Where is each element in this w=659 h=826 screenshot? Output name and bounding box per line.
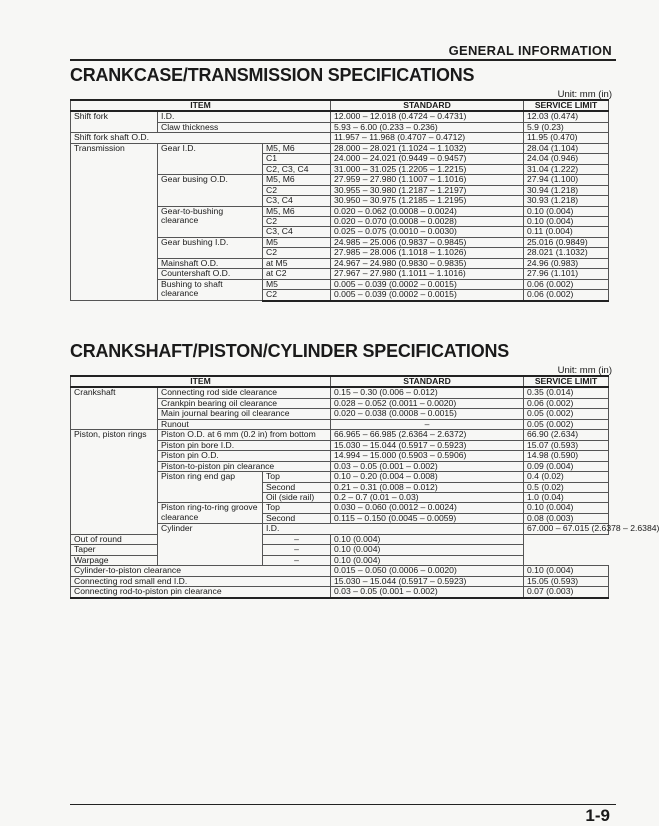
- header-rule: [70, 59, 616, 61]
- limit-value: 0.10 (0.004): [524, 566, 609, 576]
- limit-value: 28.04 (1.104): [524, 143, 609, 153]
- column-header-service-limit: SERVICE LIMIT: [524, 376, 609, 387]
- group-label: Crankshaft: [71, 387, 158, 429]
- item-label: Gear busing O.D.: [158, 175, 263, 206]
- column-header-item: ITEM: [71, 376, 331, 387]
- limit-value: 0.5 (0.02): [524, 482, 609, 492]
- page-header: GENERAL INFORMATION: [448, 43, 612, 58]
- table-row: [71, 576, 609, 586]
- table-row: [71, 143, 609, 153]
- item-label: Out of round: [71, 534, 263, 544]
- column-header-standard: STANDARD: [331, 100, 524, 111]
- limit-value: 0.06 (0.002): [524, 279, 609, 289]
- sub-item-label: C1: [263, 154, 331, 164]
- sub-item-label: Second: [263, 513, 331, 523]
- item-label: Crankpin bearing oil clearance: [158, 398, 331, 408]
- item-label: Bushing to shaft clearance: [158, 279, 263, 300]
- standard-value: 0.028 – 0.052 (0.0011 – 0.0020): [331, 398, 524, 408]
- limit-value: 25.016 (0.9849): [524, 237, 609, 247]
- item-label: Main journal bearing oil clearance: [158, 409, 331, 419]
- sub-item-label: M5, M6: [263, 206, 331, 216]
- sub-item-label: Oil (side rail): [263, 492, 331, 502]
- table-row: [71, 534, 609, 544]
- limit-value: 0.09 (0.004): [524, 461, 609, 471]
- footer-rule: [70, 804, 616, 805]
- standard-value: 0.03 – 0.05 (0.001 – 0.002): [331, 461, 524, 471]
- page-number: 1-9: [585, 806, 610, 825]
- item-label: Cylinder-to-piston clearance: [71, 566, 331, 576]
- limit-value: 0.10 (0.004): [524, 216, 609, 226]
- item-label: I.D.: [263, 524, 524, 534]
- table-row: [71, 555, 609, 565]
- limit-value: 0.08 (0.003): [524, 513, 609, 523]
- item-label: Warpage: [71, 555, 263, 565]
- standard-value: 27.959 – 27.980 (1.1007 – 1.1016): [331, 175, 524, 185]
- item-label: Piston pin bore I.D.: [158, 440, 331, 450]
- item-label: Mainshaft O.D.: [158, 258, 263, 268]
- standard-value: –: [263, 534, 331, 544]
- standard-value: 0.15 – 0.30 (0.006 – 0.012): [331, 387, 524, 398]
- standard-value: –: [263, 545, 331, 555]
- standard-value: –: [331, 419, 524, 429]
- crankcase-unit-label: Unit: mm (in): [557, 89, 612, 100]
- limit-value: 0.06 (0.002): [524, 290, 609, 301]
- limit-value: 0.10 (0.004): [331, 545, 524, 555]
- limit-value: 15.05 (0.593): [524, 576, 609, 586]
- crankcase-spec-table: [70, 99, 609, 302]
- item-label: Runout: [158, 419, 331, 429]
- limit-value: 5.9 (0.23): [524, 122, 609, 132]
- limit-value: 15.07 (0.593): [524, 440, 609, 450]
- standard-value: 27.985 – 28.006 (1.1018 – 1.1026): [331, 248, 524, 258]
- standard-value: 30.955 – 30.980 (1.2187 – 1.2197): [331, 185, 524, 195]
- table-row: [71, 133, 609, 143]
- standard-value: –: [263, 555, 331, 565]
- sub-item-label: M5: [263, 237, 331, 247]
- sub-item-label: at C2: [263, 269, 331, 279]
- standard-value: 24.967 – 24.980 (0.9830 – 0.9835): [331, 258, 524, 268]
- column-header-service-limit: SERVICE LIMIT: [524, 100, 609, 111]
- limit-value: 24.96 (0.983): [524, 258, 609, 268]
- item-label: Taper: [71, 545, 263, 555]
- item-label: Piston pin O.D.: [158, 451, 331, 461]
- group-label: Shift fork: [71, 111, 158, 132]
- limit-value: 24.04 (0.946): [524, 154, 609, 164]
- item-label: Shift fork shaft O.D.: [71, 133, 331, 143]
- item-label: Connecting rod small end I.D.: [71, 576, 331, 586]
- crankshaft-section-title: CRANKSHAFT/PISTON/CYLINDER SPECIFICATIONS: [70, 340, 510, 361]
- limit-value: 0.06 (0.002): [524, 398, 609, 408]
- sub-item-label: C2: [263, 216, 331, 226]
- crankshaft-unit-label: Unit: mm (in): [557, 365, 612, 376]
- standard-value: 15.030 – 15.044 (0.5917 – 0.5923): [331, 576, 524, 586]
- standard-value: 0.005 – 0.039 (0.0002 – 0.0015): [331, 290, 524, 301]
- item-label: Piston ring end gap: [158, 472, 263, 503]
- crankshaft-spec-table: [70, 375, 659, 599]
- standard-value: 0.020 – 0.038 (0.0008 – 0.0015): [331, 409, 524, 419]
- table-row: [71, 545, 609, 555]
- standard-value: 24.000 – 24.021 (0.9449 – 0.9457): [331, 154, 524, 164]
- limit-value: 11.95 (0.470): [524, 133, 609, 143]
- sub-item-label: C2, C3, C4: [263, 164, 331, 174]
- limit-value: 0.05 (0.002): [524, 419, 609, 429]
- sub-item-label: Second: [263, 482, 331, 492]
- table-row: [71, 387, 609, 398]
- group-label: Cylinder: [158, 524, 263, 566]
- sub-item-label: C2: [263, 290, 331, 301]
- sub-item-label: C3, C4: [263, 196, 331, 206]
- standard-value: 0.10 – 0.20 (0.004 – 0.008): [331, 472, 524, 482]
- standard-value: 0.115 – 0.150 (0.0045 – 0.0059): [331, 513, 524, 523]
- limit-value: 0.07 (0.003): [524, 587, 609, 598]
- item-label: Gear bushing I.D.: [158, 237, 263, 258]
- standard-value: 11.957 – 11.968 (0.4707 – 0.4712): [331, 133, 524, 143]
- item-label: Gear I.D.: [158, 143, 263, 174]
- limit-value: 0.11 (0.004): [524, 227, 609, 237]
- sub-item-label: C3, C4: [263, 227, 331, 237]
- limit-value: 0.10 (0.004): [524, 206, 609, 216]
- table-row: [71, 587, 609, 598]
- sub-item-label: M5, M6: [263, 175, 331, 185]
- standard-value: 0.030 – 0.060 (0.0012 – 0.0024): [331, 503, 524, 513]
- item-label: Connecting rod side clearance: [158, 387, 331, 398]
- limit-value: 66.90 (2.634): [524, 430, 609, 440]
- limit-value: 27.96 (1.101): [524, 269, 609, 279]
- sub-item-label: M5: [263, 279, 331, 289]
- limit-value: 27.94 (1.100): [524, 175, 609, 185]
- table-row: [71, 111, 609, 122]
- group-label: Piston, piston rings: [71, 430, 158, 535]
- standard-value: 24.985 – 25.006 (0.9837 – 0.9845): [331, 237, 524, 247]
- item-label: I.D.: [158, 111, 331, 122]
- table-header-row: [71, 100, 609, 111]
- standard-value: 12.000 – 12.018 (0.4724 – 0.4731): [331, 111, 524, 122]
- standard-value: 5.93 – 6.00 (0.233 – 0.236): [331, 122, 524, 132]
- standard-value: 0.015 – 0.050 (0.0006 – 0.0020): [331, 566, 524, 576]
- item-label: Gear-to-bushing clearance: [158, 206, 263, 237]
- standard-value: 27.967 – 27.980 (1.1011 – 1.1016): [331, 269, 524, 279]
- column-header-standard: STANDARD: [331, 376, 524, 387]
- standard-value: 28.000 – 28.021 (1.1024 – 1.1032): [331, 143, 524, 153]
- limit-value: 0.35 (0.014): [524, 387, 609, 398]
- limit-value: 0.4 (0.02): [524, 472, 609, 482]
- standard-value: 15.030 – 15.044 (0.5917 – 0.5923): [331, 440, 524, 450]
- standard-value: 0.020 – 0.062 (0.0008 – 0.0024): [331, 206, 524, 216]
- limit-value: 0.10 (0.004): [524, 503, 609, 513]
- standard-value: 0.03 – 0.05 (0.001 – 0.002): [331, 587, 524, 598]
- table-row: [71, 566, 609, 576]
- standard-value: 0.020 – 0.070 (0.0008 – 0.0028): [331, 216, 524, 226]
- item-label: Piston-to-piston pin clearance: [158, 461, 331, 471]
- standard-value: 30.950 – 30.975 (1.2185 – 1.2195): [331, 196, 524, 206]
- item-label: Piston ring-to-ring groove clearance: [158, 503, 263, 524]
- limit-value: 28.021 (1.1032): [524, 248, 609, 258]
- sub-item-label: Top: [263, 503, 331, 513]
- standard-value: 0.21 – 0.31 (0.008 – 0.012): [331, 482, 524, 492]
- sub-item-label: C2: [263, 185, 331, 195]
- limit-value: 12.03 (0.474): [524, 111, 609, 122]
- limit-value: 30.94 (1.218): [524, 185, 609, 195]
- table-header-row: [71, 376, 609, 387]
- standard-value: 0.005 – 0.039 (0.0002 – 0.0015): [331, 279, 524, 289]
- limit-value: 0.05 (0.002): [524, 409, 609, 419]
- standard-value: 31.000 – 31.025 (1.2205 – 1.2215): [331, 164, 524, 174]
- sub-item-label: Top: [263, 472, 331, 482]
- group-label: Transmission: [71, 143, 158, 300]
- sub-item-label: M5, M6: [263, 143, 331, 153]
- crankcase-section-title: CRANKCASE/TRANSMISSION SPECIFICATIONS: [70, 64, 475, 85]
- item-label: Claw thickness: [158, 122, 331, 132]
- standard-value: 0.2 – 0.7 (0.01 – 0.03): [331, 492, 524, 502]
- limit-value: 1.0 (0.04): [524, 492, 609, 502]
- standard-value: 67.000 – 67.015 (2.6378 – 2.6384): [524, 524, 609, 534]
- standard-value: 0.025 – 0.075 (0.0010 – 0.0030): [331, 227, 524, 237]
- limit-value: 30.93 (1.218): [524, 196, 609, 206]
- table-row: [71, 430, 609, 440]
- item-label: Connecting rod-to-piston pin clearance: [71, 587, 331, 598]
- standard-value: 66.965 – 66.985 (2.6364 – 2.6372): [331, 430, 524, 440]
- column-header-item: ITEM: [71, 100, 331, 111]
- item-label: Countershaft O.D.: [158, 269, 263, 279]
- sub-item-label: C2: [263, 248, 331, 258]
- standard-value: 14.994 – 15.000 (0.5903 – 0.5906): [331, 451, 524, 461]
- limit-value: 0.10 (0.004): [331, 555, 524, 565]
- item-label: Piston O.D. at 6 mm (0.2 in) from bottom: [158, 430, 331, 440]
- limit-value: 0.10 (0.004): [331, 534, 524, 544]
- sub-item-label: at M5: [263, 258, 331, 268]
- limit-value: 14.98 (0.590): [524, 451, 609, 461]
- limit-value: 31.04 (1.222): [524, 164, 609, 174]
